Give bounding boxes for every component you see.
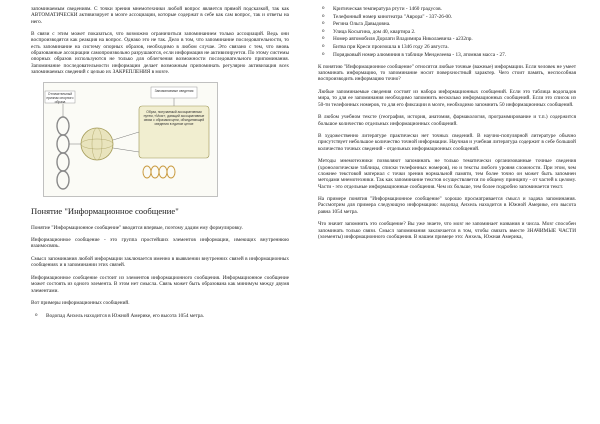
example-list [31,313,289,319]
paragraph: Вот примеры информационных сообщений. [31,300,130,307]
paragraph: В художественно литературе практически нет точных сведений. В научно-популярной литературе обычно присутствует небольшое количество точной информации. Научная и учебная литература содержит в себе большой количество точных сведений - отдельных информационных сообщений. [318,133,576,152]
paragraph: Что значит запомнить это сообщение? Вы уже знаете, что мозг не запоминает названия и числа. Мозг способен запоминать только связи. Смысл запоминания заключается в том, чтобы связать вместе ЗНАЧИМЫЕ ЧАСТИ (элементы) информационного сообщения. В нашем примере это: Анхель, Южная Америка, [318,221,576,240]
list-item: o Битва при Креси произошла в 1346 году 26 августа. [318,44,576,50]
left-column [31,6,289,325]
list-item: o Водопад Анхель находится в Южной Америке, его высота 1054 метра. [31,313,289,319]
paragraph: Любые запоминаемые сведения состоят из набора информационных сообщений. Если это таблица водопадов мира, то для ее запоминания необходимо запомнить несколько информационных сообщений. Если это список из 50-ти телефонных номеров, то для его фиксации в мозге, необходимо запомнить 50 информационных сообщений. [318,89,576,108]
list-item: o Порядковый номер алюминия в таблице Менделеева - 13, атомная масса - 27. [318,52,576,58]
right-column [318,6,576,246]
paragraph: Смысл запоминания любой информации заключается именно в выявлении внутренних связей в информационных сообщениях и в запоминании этих связей. [31,256,289,269]
list-item: o Улица Косыгина, дом 40, квартира 2. [318,29,576,35]
paragraph: Методы мнемотехники позволяют запоминать не только тематически организованные точные сведения (хронологические таблицы, списки телефонных номеров), но и тексты любого уровня сложности. При этом, чем сложнее текстовой материал с точки зрения нормальной памяти, тем более точно он может быть запомнен методами мнемотехники. Так как запоминание текстов осуществляется по общему принципу - от частей к целому. Части - это отдельные информационные сообщения. Чем их больше, тем более подробно запоминается текст. [318,158,576,190]
paragraph: запоминаемым сведениям. С точки зрения мнемотехники любой вопрос является прямой подсказкой, так как АВТОМАТИЧЕСКИ активизирует в мозге ассоциации, которые содержат в себе как сам вопрос, так и ответы на него. [31,6,289,25]
diagram-middle-label: Образ, получаемый ассоциативным путем, «Мозг», дающий ассоциативные связи с образами цепи, объединяющей сведения в единое целое [143,109,205,126]
paragraph: В любом учебном тексте (география, история, анатомия, фармакология, программирование и т.п.) содержится большое количество отдельных информационных сообщений. [318,114,576,127]
paragraph: На примере понятия "Информационное сообщение" хорошо просматривается смысл и задача запоминания. Рассмотрим для примера следующую информацию: водопад Анхель находится в Южной Америке, его высота равна 1054 метра. [318,196,576,215]
paragraph: Понятие "Информационное сообщение" вводится впервые, поэтому дадим ему формулировку. [31,224,243,231]
example-list [318,6,576,58]
list-item: o Номер автомобиля Дорлати Владимира Николаевича - а232пр. [318,36,576,42]
paragraph: Информационное сообщение состоит из элементов информационного сообщения. Информационное сообщение может состоять из одного элемента. В этом нет смысла. Связь может быть образована как минимум между двумя элементами. [31,274,289,294]
list-item: o Критическая температура ртути - 1460 градусов. [318,6,576,12]
paragraph: Информационное сообщение - это группа простейших элементов информации, имеющих внутреннюю взаимосвязь. [31,237,289,250]
list-item: o Регина Ольга Давыдовна. [318,21,576,27]
diagram-side-label: Отличительный признак опорного образа [46,91,74,104]
list-item: o Телефонный номер кинотеатра "Аврора" - 337-26-00. [318,14,576,20]
section-heading: Понятие "Информационное сообщение" [31,205,179,216]
diagram-top-label: Запоминаемые сведения [154,88,194,93]
memory-diagram [43,82,218,197]
paragraph: В связи с этим может показаться, что возможно ограничиться запоминанием только ассоциаций. Ведь они воспроизводятся как реакция на вопрос. Однако это не так. Дело в том, что запоминание последовательности, то есть запоминание на систему опорных образов, необходимо в любом случае. Это связано с тем, что вновь образованные ассоциации самопроизвольно разрушаются, если информация не активизируется. По этому системы опорных образов используются не только для облегчения возможности последовательного припоминания. Запоминание последовательности информации делает возможным припоминать регулярно активизация всех запоминаемых сведений с целью их ЗАКРЕПЛЕНИЯ в мозге. [31,31,289,75]
paragraph: К понятию "Информационное сообщение" относятся любые точные (важные) информации. Если человек не умеет запоминать информацию, то запоминание носит поверхностный характер. Чего стоит память, неспособная воспроизводить информацию точно? [318,63,576,83]
